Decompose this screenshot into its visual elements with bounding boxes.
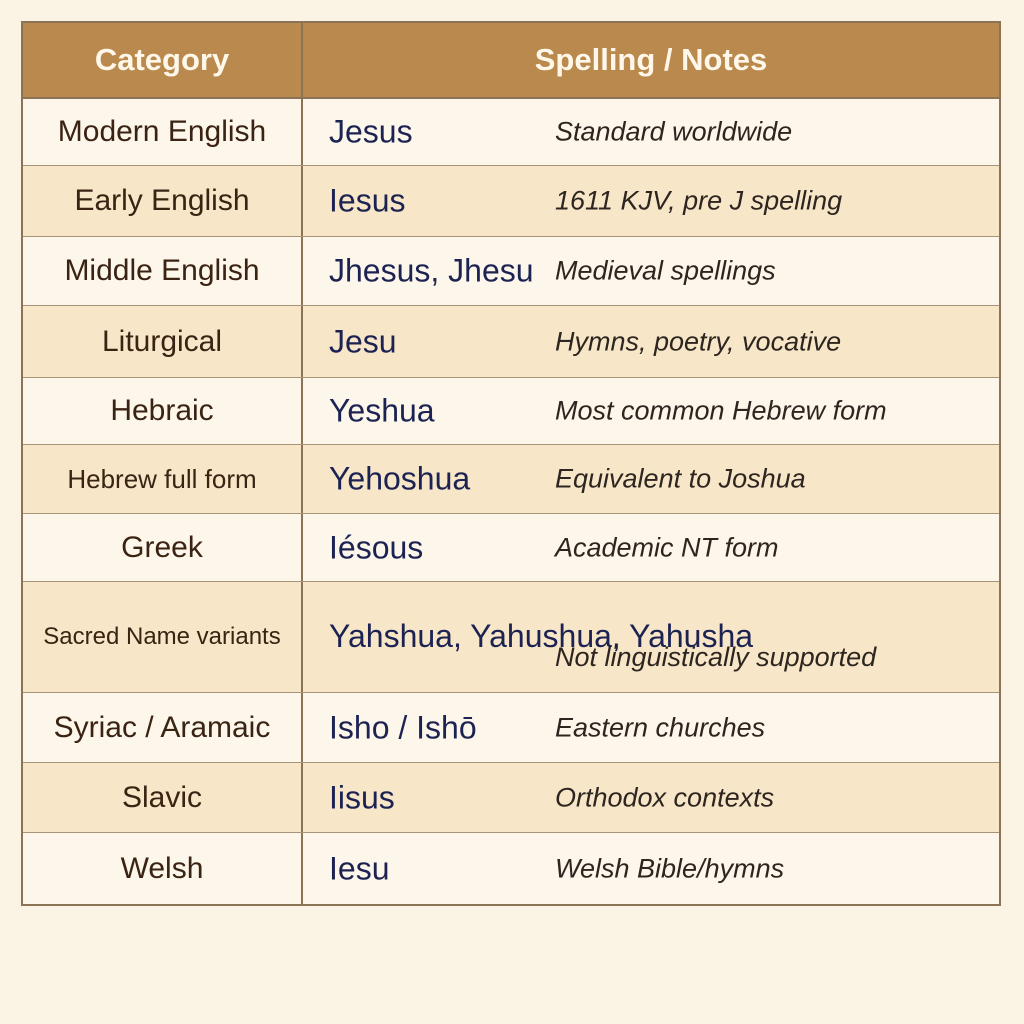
row-category: Greek [23,514,303,581]
row-category: Hebrew full form [23,445,303,513]
row-content [303,445,999,513]
row-content [303,693,999,762]
table-row [23,582,999,693]
row-note: Hymns, poetry, vocative [555,326,842,356]
row-content [303,99,999,165]
table-row [23,693,999,763]
row-spelling: Isho / Ishō [329,709,477,745]
table-row [23,99,999,166]
table-row [23,306,999,378]
row-category: Syriac / Aramaic [23,693,303,762]
row-note: Not linguistically supported [555,642,877,672]
row-content [303,306,999,377]
table-row [23,514,999,582]
row-category: Welsh [23,833,303,904]
row-spelling: Iisus [329,779,395,815]
row-spelling: Yeshua [329,392,435,429]
row-content [303,763,999,832]
table-row [23,166,999,237]
row-spelling: Jhesus, Jhesu [329,252,534,289]
row-note: Standard worldwide [555,116,793,147]
row-category: Hebraic [23,378,303,444]
row-note: Most common Hebrew form [555,395,887,426]
row-content [303,166,999,236]
row-content [303,378,999,444]
row-note: Medieval spellings [555,255,776,286]
row-category: Slavic [23,763,303,832]
row-note: 1611 KJV, pre J spelling [555,185,843,216]
row-note: Academic NT form [555,532,779,562]
table-row [23,763,999,833]
spelling-table [21,21,1001,906]
row-note: Welsh Bible/hymns [555,853,785,883]
row-spelling: Yehoshua [329,460,471,497]
row-spelling: Yahshua, Yahushua, Yahusha [329,618,754,654]
row-category: Sacred Name variants [23,582,303,692]
table-row [23,237,999,306]
row-content [303,582,999,692]
row-spelling: Iésous [329,529,424,565]
row-note: Eastern churches [555,712,766,742]
row-category: Modern English [23,99,303,165]
table-row [23,378,999,445]
row-category: Middle English [23,237,303,305]
row-category: Early English [23,166,303,236]
row-spelling: Iesus [329,182,406,219]
row-spelling: Jesus [329,113,413,150]
table-header [23,23,999,99]
row-content [303,514,999,581]
row-category: Liturgical [23,306,303,377]
header-category: Category [23,23,303,97]
row-note: Equivalent to Joshua [555,463,806,494]
row-spelling: Jesu [329,323,397,359]
header-spelling-notes: Spelling / Notes [534,42,768,77]
row-spelling: Iesu [329,850,390,886]
row-content [303,833,999,904]
row-content [303,237,999,305]
row-note: Orthodox contexts [555,782,775,812]
table-row [23,445,999,514]
table-row [23,833,999,904]
